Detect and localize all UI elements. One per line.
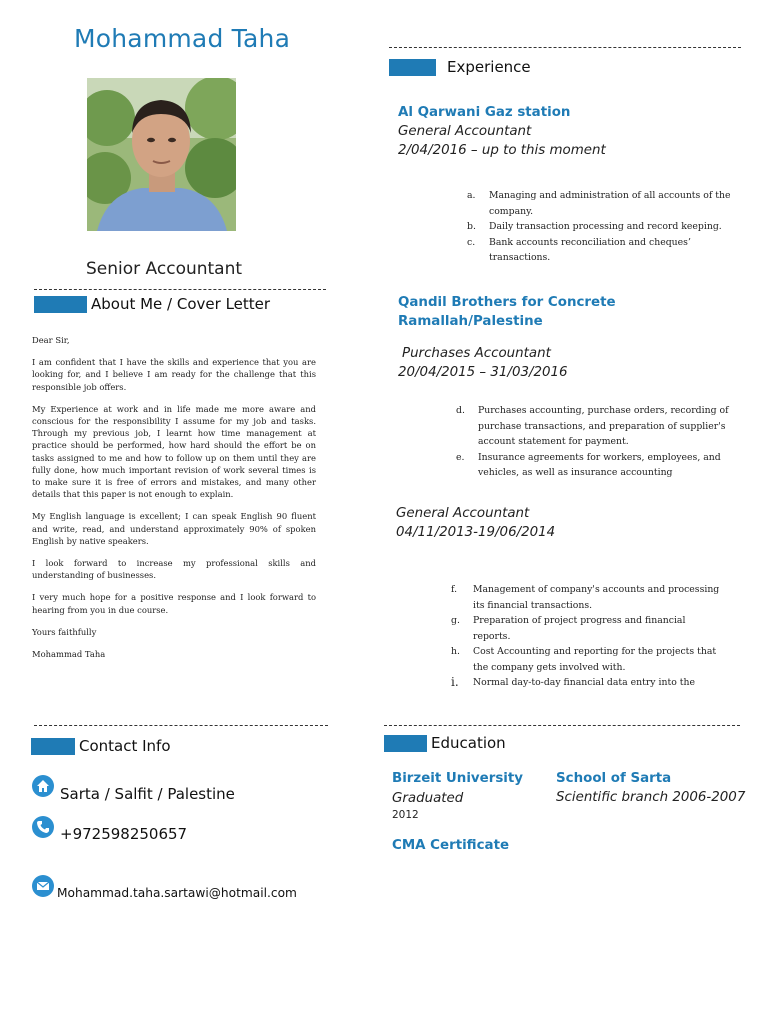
job-location: Ramallah/Palestine xyxy=(398,314,543,329)
job-dates: 2/04/2016 – up to this moment xyxy=(398,143,606,158)
job-role: Purchases Accountant xyxy=(402,346,551,361)
job-role: General Accountant xyxy=(396,506,530,521)
about-heading-bar xyxy=(34,296,87,313)
email-text[interactable]: Mohammad.taha.sartawi@hotmail.com xyxy=(57,886,297,900)
letter-paragraph: Yours faithfully xyxy=(32,626,97,637)
list-item: e. Insurance agreements for workers, employees, and vehicles, as well as insurance accounting xyxy=(456,451,721,478)
job-company: Al Qarwani Gaz station xyxy=(398,105,571,120)
profile-photo xyxy=(87,78,236,231)
letter-paragraph: My Experience at work and in life made me more aware and conscious for the responsibility I assume for my job and tasks. Through my previous job, I learnt how time management at practice should be performed, how hard should the effort be on tasks assigned to me and how to follow up on them until they are fully done, how much important revision of work several times is to make sure it is free of errors and mistakes, and many other details that this paper is not enough to explain. xyxy=(32,403,316,500)
edu-detail: Scientific branch 2006-2007 xyxy=(556,790,746,805)
edu-institution: School of Sarta xyxy=(556,771,672,786)
divider-contact xyxy=(34,725,328,726)
letter-paragraph: My English language is excellent; I can speak English 90 fluent and write, read, and understand approximately 90% of spoken English by native speakers. xyxy=(32,511,316,546)
list-item: h. Cost Accounting and reporting for the projects that the company gets involved with. xyxy=(451,646,717,673)
contact-heading-bar xyxy=(31,738,75,755)
job-duties xyxy=(467,188,739,266)
list-item: c. Bank accounts reconciliation and cheques’ transactions. xyxy=(467,236,691,263)
candidate-name: Mohammad Taha xyxy=(74,24,291,53)
education-heading-bar xyxy=(384,735,427,752)
certificate: CMA Certificate xyxy=(392,838,510,853)
divider-education xyxy=(384,725,740,726)
list-item: b. Daily transaction processing and record keeping. xyxy=(467,221,722,232)
edu-detail: Graduated xyxy=(392,791,464,806)
letter-paragraph: I am confident that I have the skills and experience that you are looking for, and I believe I am ready for the challenge that this responsible job offers. xyxy=(32,357,316,392)
cover-letter xyxy=(32,334,316,670)
experience-heading: Experience xyxy=(447,58,531,76)
job-company: Qandil Brothers for Concrete xyxy=(398,295,616,310)
address-text: Sarta / Salfit / Palestine xyxy=(60,785,235,803)
phone-icon xyxy=(32,816,54,838)
phone-text: +972598250657 xyxy=(60,825,188,843)
job-dates: 20/04/2015 – 31/03/2016 xyxy=(398,365,568,380)
home-icon xyxy=(32,775,54,797)
list-item: f. Management of company's accounts and processing its financial transactions. xyxy=(451,584,720,611)
email-icon xyxy=(32,875,54,897)
letter-paragraph: Dear Sir, xyxy=(32,335,70,345)
experience-heading-bar xyxy=(389,59,436,76)
list-item: a. Managing and administration of all accounts of the company. xyxy=(467,190,731,217)
list-item: d. Purchases accounting, purchase orders, recording of purchase transactions, and preparation of supplier's account statement for payment. xyxy=(456,405,729,447)
list-item: i. Normal day-to-day financial data entry into the xyxy=(451,675,695,689)
letter-paragraph: I very much hope for a positive response and I look forward to hearing from you in due course. xyxy=(32,592,316,615)
letter-paragraph: I look forward to increase my professional skills and understanding of businesses. xyxy=(32,558,316,581)
letter-signature: Mohammad Taha xyxy=(32,649,106,660)
divider-experience xyxy=(389,47,741,48)
job-title: Senior Accountant xyxy=(86,259,243,279)
job-dates: 04/11/2013-19/06/2014 xyxy=(396,525,556,540)
list-item: g. Preparation of project progress and financial reports. xyxy=(451,615,686,642)
job-role: General Accountant xyxy=(398,124,532,139)
education-heading: Education xyxy=(431,734,506,752)
job-duties xyxy=(451,582,723,691)
contact-heading: Contact Info xyxy=(79,737,171,755)
edu-institution: Birzeit University xyxy=(392,771,524,786)
about-heading: About Me / Cover Letter xyxy=(91,295,271,313)
job-duties xyxy=(456,403,733,481)
divider-about xyxy=(34,289,326,290)
edu-year: 2012 xyxy=(392,809,419,821)
